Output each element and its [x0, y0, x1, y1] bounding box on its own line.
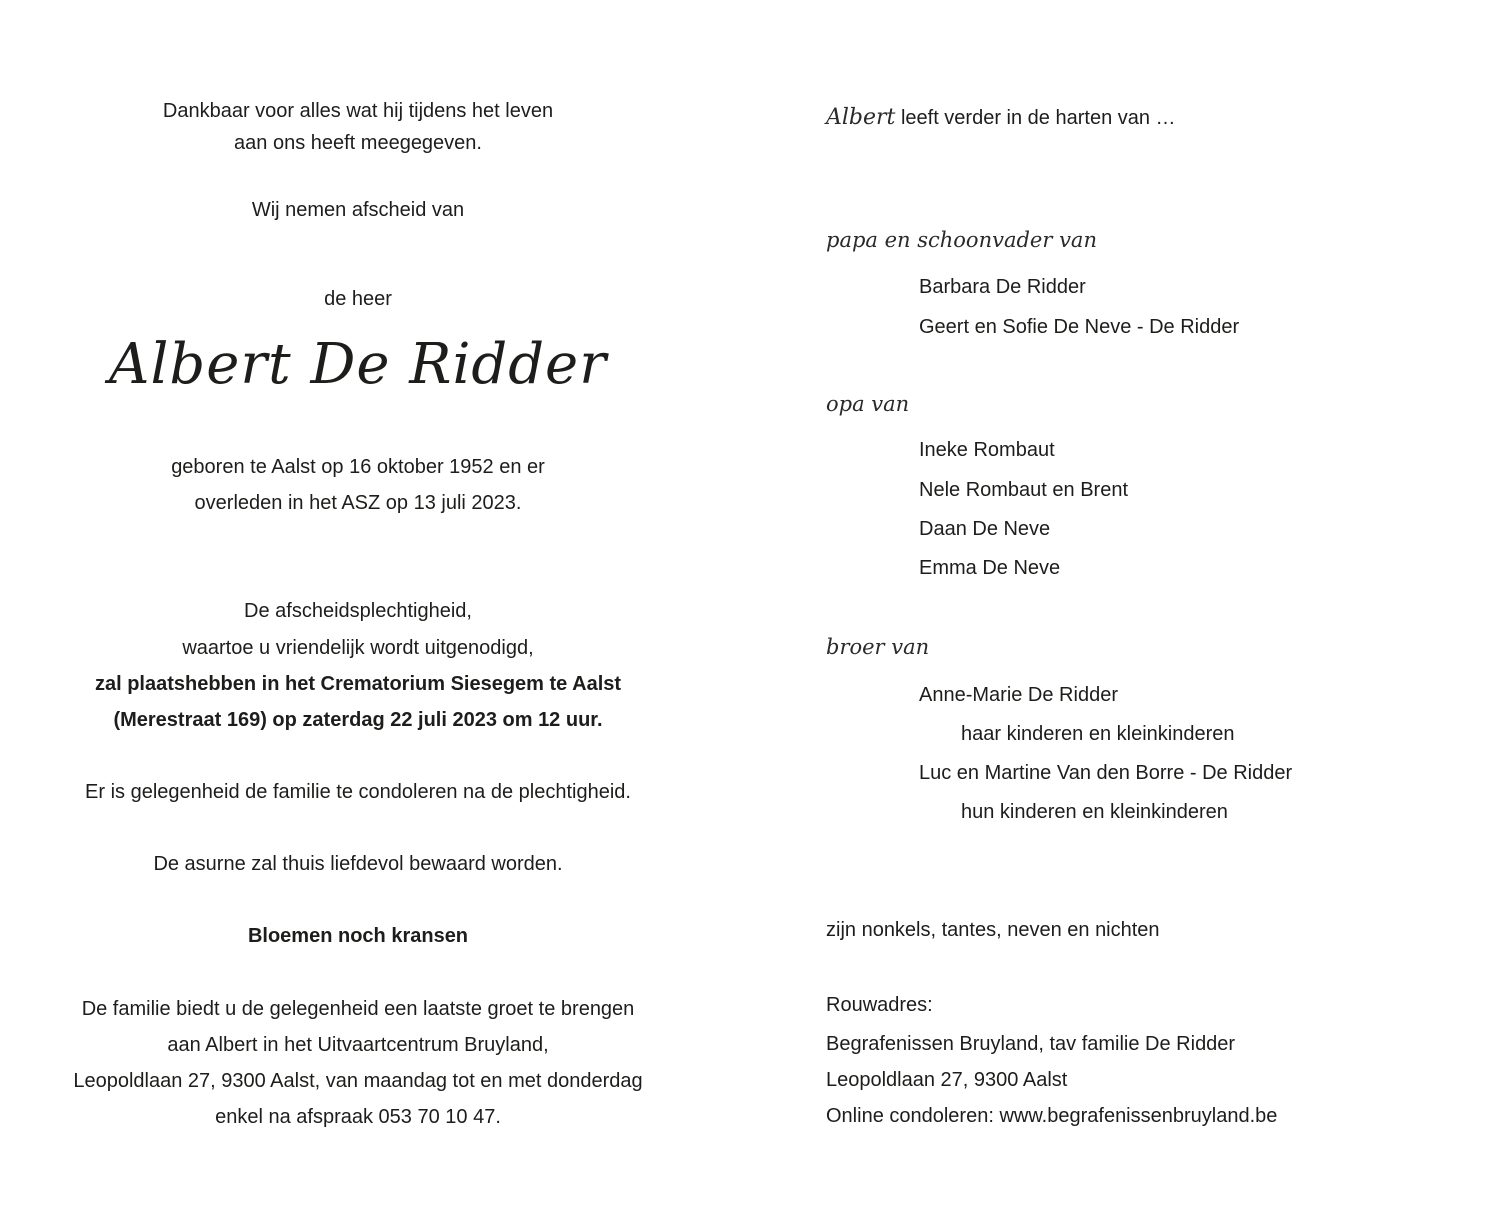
- sibling-1: Anne-Marie De Ridder: [919, 684, 1118, 706]
- address-line-2: Leopoldlaan 27, 9300 Aalst: [826, 1069, 1068, 1091]
- visit-line-2: aan Albert in het Uitvaartcentrum Bruyland,: [167, 1034, 549, 1056]
- lives-on-line: [826, 106, 1176, 130]
- died-line: overleden in het ASZ op 13 juli 2023.: [194, 492, 522, 514]
- right-column: [826, 0, 1466, 1214]
- intro-line-1: Dankbaar voor alles wat hij tijdens het leven: [162, 100, 554, 122]
- condolence-text: Er is gelegenheid de familie te condoleren na de plechtigheid.: [85, 781, 631, 803]
- visit-line-3: Leopoldlaan 27, 9300 Aalst, van maandag tot en met donderdag: [73, 1070, 643, 1092]
- child-1: Barbara De Ridder: [919, 276, 1086, 298]
- grandchild-3: Daan De Neve: [919, 518, 1051, 540]
- intro-line-2: aan ons heeft meegegeven.: [234, 132, 482, 154]
- title-prefix: de heer: [324, 288, 392, 310]
- visit-line-1: De familie biedt u de gelegenheid een laatste groet te brengen: [81, 998, 635, 1020]
- address-label: Rouwadres:: [826, 994, 933, 1016]
- child-2: Geert en Sofie De Neve - De Ridder: [919, 316, 1240, 338]
- children-heading: papa en schoonvader van: [826, 228, 1097, 252]
- lives-on-text: leeft verder in de harten van …: [895, 107, 1176, 129]
- sibling-2-descendants: hun kinderen en kleinkinderen: [961, 801, 1228, 823]
- left-column: [40, 0, 676, 1214]
- grandchild-1: Ineke Rombaut: [919, 439, 1055, 461]
- siblings-heading: broer van: [826, 635, 930, 659]
- grandchild-4: Emma De Neve: [919, 557, 1061, 579]
- born-line: geboren te Aalst op 16 oktober 1952 en er: [171, 456, 545, 478]
- ceremony-line-3: zal plaatshebben in het Crematorium Siesegem te Aalst: [94, 673, 622, 695]
- ceremony-line-1: De afscheidsplechtigheid,: [244, 600, 472, 622]
- urn-text: De asurne zal thuis liefdevol bewaard worden.: [153, 853, 563, 875]
- grandchild-2: Nele Rombaut en Brent: [919, 479, 1129, 501]
- sibling-2: Luc en Martine Van den Borre - De Ridder: [919, 762, 1293, 784]
- visit-line-4: enkel na afspraak 053 70 10 47.: [215, 1106, 501, 1128]
- ceremony-line-2: waartoe u vriendelijk wordt uitgenodigd,: [182, 637, 534, 659]
- extended-family: zijn nonkels, tantes, neven en nichten: [826, 919, 1160, 941]
- farewell-text: Wij nemen afscheid van: [251, 199, 465, 221]
- sibling-1-descendants: haar kinderen en kleinkinderen: [961, 723, 1235, 745]
- grandchildren-heading: opa van: [826, 392, 910, 416]
- lives-on-name: Albert: [826, 105, 896, 130]
- ceremony-line-4: (Merestraat 169) op zaterdag 22 juli 2023 om 12 uur.: [113, 709, 603, 731]
- flowers-text: Bloemen noch kransen: [247, 925, 469, 947]
- address-line-1: Begrafenissen Bruyland, tav familie De Ridder: [826, 1033, 1236, 1055]
- deceased-name: Albert De Ridder: [109, 332, 607, 397]
- address-line-3: Online condoleren: www.begrafenissenbruyland.be: [826, 1105, 1278, 1127]
